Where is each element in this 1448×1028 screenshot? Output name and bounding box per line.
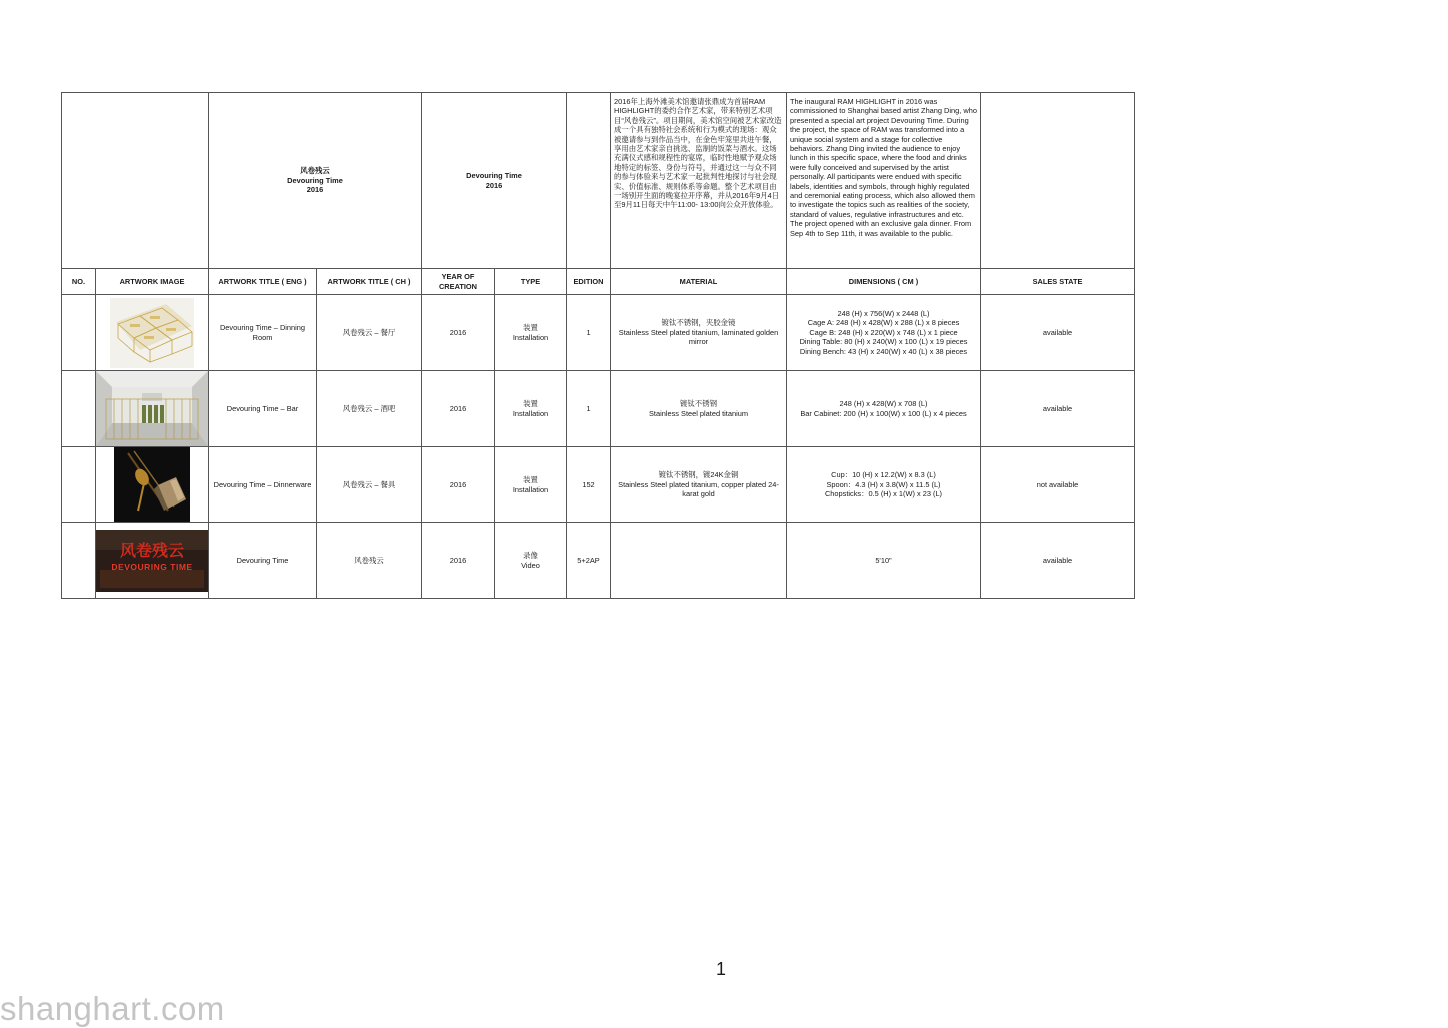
dimension-line: Dining Bench: 43 (H) x 240(W) x 40 (L) x 38 pieces <box>799 346 968 356</box>
material-en: Stainless Steel plated titanium, copper plated 24-karat gold <box>618 479 779 499</box>
material <box>611 295 787 371</box>
artwork-type <box>495 523 567 599</box>
col-header-type: TYPE <box>495 269 567 295</box>
dimensions <box>787 523 981 599</box>
header-empty-cell-right <box>981 93 1135 269</box>
year-of-creation: 2016 <box>422 295 495 371</box>
col-header-sales: SALES STATE <box>981 269 1135 295</box>
table-row <box>62 523 1135 599</box>
artwork-title-eng: Devouring Time <box>209 523 317 599</box>
artwork-type <box>495 371 567 447</box>
project-title-en-2: Devouring Time <box>466 171 522 181</box>
video-still-title-en: DEVOURING TIME <box>111 561 193 572</box>
col-header-no: NO. <box>62 269 96 295</box>
edition: 1 <box>567 295 611 371</box>
dimension-line: Spoon：4.3 (H) x 3.8(W) x 11.5 (L) <box>826 479 941 489</box>
artwork-image-cell <box>96 523 209 599</box>
row-no <box>62 295 96 371</box>
material-ch: 镀钛不锈钢，镀24K金铜 <box>658 470 739 480</box>
project-title-ch-block <box>209 93 422 269</box>
header-spacer-cell <box>567 93 611 269</box>
project-title-ch: 风卷残云 <box>300 166 330 176</box>
row-no <box>62 447 96 523</box>
type-ch: 录像 <box>523 551 538 561</box>
table-row <box>62 371 1135 447</box>
type-en: Installation <box>512 332 549 342</box>
dimension-line: Cage A: 248 (H) x 428(W) x 288 (L) x 8 pieces <box>807 318 960 328</box>
artwork-list-table <box>61 92 1135 599</box>
dimension-line: Bar Cabinet: 200 (H) x 100(W) x 100 (L) x 4 pieces <box>800 408 967 418</box>
artwork-title-ch: 风卷残云 – 酒吧 <box>317 371 422 447</box>
material <box>611 447 787 523</box>
artwork-image-cell <box>96 447 209 523</box>
bar-image <box>96 371 208 446</box>
artwork-type <box>495 295 567 371</box>
material <box>611 371 787 447</box>
type-ch: 装置 <box>523 399 538 409</box>
page-number: 1 <box>716 959 727 979</box>
type-en: Installation <box>512 408 549 418</box>
artwork-title-eng: Devouring Time – Dinnerware <box>209 447 317 523</box>
dinnerware-image <box>114 447 190 522</box>
sales-state: available <box>981 371 1135 447</box>
col-header-image: ARTWORK IMAGE <box>96 269 209 295</box>
project-title-en-block <box>422 93 567 269</box>
dimension-line: 5'10" <box>875 555 892 565</box>
dimension-line: 248 (H) x 756(W) x 2448 (L) <box>837 308 930 318</box>
sales-state: available <box>981 295 1135 371</box>
project-title-en: Devouring Time <box>287 175 343 185</box>
artwork-image-cell <box>96 371 209 447</box>
col-header-title-ch: ARTWORK TITLE ( CH ) <box>317 269 422 295</box>
project-description-en: The inaugural RAM HIGHLIGHT in 2016 was commissioned to Shanghai based artist Zhang Ding, who presented a special art project Devouring Time. During the project, the space of RAM was transformed into a unique social system and a stage for collective behaviors. Zhang Ding invited the audience to enjoy lunch in this specific space, where the food and drinks were fully conceived and supervised by the artist personally. All participants were endued with specific labels, identities and symbols, through highly regulated and ceremonial eating process, which also allowed them to investigate the topics such as realities of the society, standard of values, regulative infrastructures and etc. The project opened with an exclusive gala dinner. From Sep 4th to Sep 11th, it was available to the public. <box>787 93 981 269</box>
sales-state: not available <box>981 447 1135 523</box>
edition: 152 <box>567 447 611 523</box>
dimensions <box>787 371 981 447</box>
col-header-dimensions: DIMENSIONS ( CM ) <box>787 269 981 295</box>
material-en: Stainless Steel plated titanium <box>648 408 748 418</box>
dimension-line: Chopsticks：0.5 (H) x 1(W) x 23 (L) <box>824 489 943 499</box>
artwork-type <box>495 447 567 523</box>
type-ch: 装置 <box>523 323 538 333</box>
column-header-row <box>62 269 1135 295</box>
dimension-line: Cage B: 248 (H) x 220(W) x 748 (L) x 1 piece <box>809 327 958 337</box>
project-year-2: 2016 <box>485 180 503 190</box>
video-still-title-ch: 风卷残云 <box>119 540 184 560</box>
type-ch: 装置 <box>523 475 538 485</box>
type-en: Installation <box>512 484 549 494</box>
dimension-line: Cup：10 (H) x 12.2(W) x 8.3 (L) <box>831 470 936 480</box>
edition: 5+2AP <box>567 523 611 599</box>
dining-room-image <box>110 298 194 368</box>
artwork-title-ch: 风卷残云 – 餐厅 <box>317 295 422 371</box>
dimensions <box>787 295 981 371</box>
project-header-row <box>62 93 1135 269</box>
material-ch: 镀钛不锈钢，夹胶金镜 <box>661 318 736 328</box>
type-en: Video <box>521 560 540 570</box>
project-description-ch: 2016年上海外滩美术馆邀请张鼎成为首届RAM HIGHLIGHT的委约合作艺术家，带来特别艺术项目“风卷残云”。项目期间，美术馆空间被艺术家改造成一个具有独特社会系统和行为模式的现场：观众被邀请参与到作品当中，在金色牢笼里共进午餐，享用由艺术家亲自挑选、监制的饭菜与酒水。这场充满仪式感和规程性的宴席，临时性地赋予观众场地特定的标签、身份与符号，并通过这一与众不同的参与体验来与艺术家一起批判性地探讨与社会现实、价值标准、规则体系等命题。整个艺术项目由一场别开生面的晚宴拉开序幕，并从2016年9月4日至9月11日每天中午11:00- 13:00向公众开放体验。 <box>611 93 787 269</box>
col-header-year: YEAR OF CREATION <box>422 269 495 295</box>
video-still-image <box>96 530 208 592</box>
sales-state: available <box>981 523 1135 599</box>
project-year: 2016 <box>306 185 324 195</box>
material-en: Stainless Steel plated titanium, laminated golden mirror <box>618 327 779 347</box>
year-of-creation: 2016 <box>422 371 495 447</box>
artwork-title-ch: 风卷残云 – 餐具 <box>317 447 422 523</box>
year-of-creation: 2016 <box>422 447 495 523</box>
artwork-image-cell <box>96 295 209 371</box>
artwork-title-eng: Devouring Time – Bar <box>209 371 317 447</box>
edition: 1 <box>567 371 611 447</box>
col-header-material: MATERIAL <box>611 269 787 295</box>
row-no <box>62 371 96 447</box>
table-row <box>62 295 1135 371</box>
dimensions <box>787 447 981 523</box>
material-ch: 镀钛不锈钢 <box>680 399 717 409</box>
artwork-title-ch: 风卷残云 <box>317 523 422 599</box>
col-header-title-eng: ARTWORK TITLE ( ENG ) <box>209 269 317 295</box>
artwork-title-eng: Devouring Time – Dinning Room <box>209 295 317 371</box>
row-no <box>62 523 96 599</box>
dimension-line: 248 (H) x 428(W) x 708 (L) <box>839 399 928 409</box>
watermark: shanghart.com <box>0 990 225 1027</box>
col-header-edition: EDITION <box>567 269 611 295</box>
year-of-creation: 2016 <box>422 523 495 599</box>
table-row <box>62 447 1135 523</box>
header-empty-cell <box>62 93 209 269</box>
dimension-line: Dining Table: 80 (H) x 240(W) x 100 (L) x 19 pieces <box>799 337 968 347</box>
material <box>611 523 787 599</box>
